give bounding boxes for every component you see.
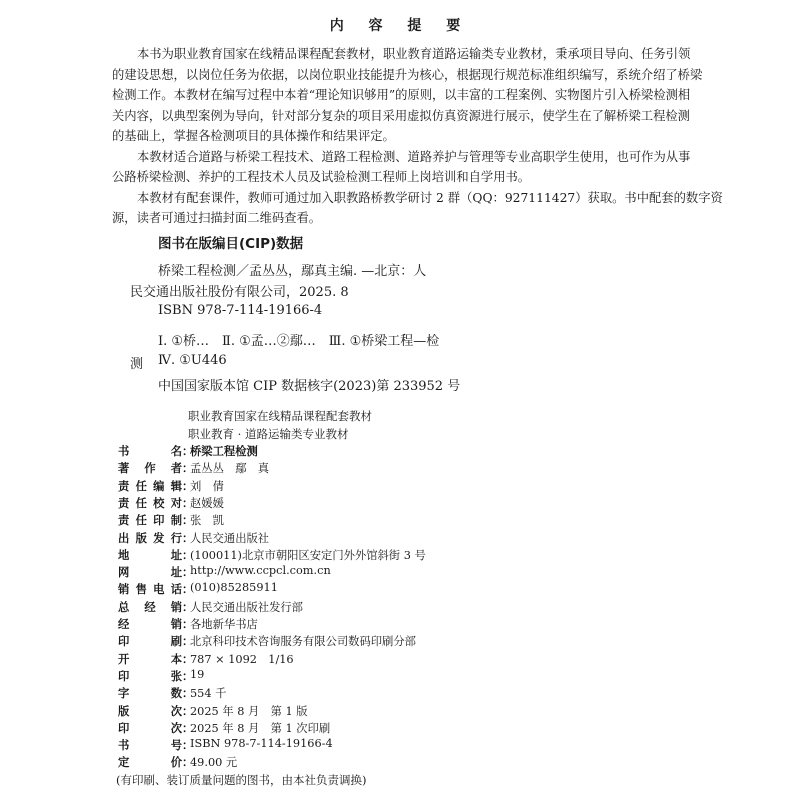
colon: ： <box>182 669 194 683</box>
cip-classification: Ⅰ. ①桥… Ⅱ. ①孟…②鄢… Ⅲ. ①桥梁工程—检 <box>158 334 440 349</box>
colophon-row <box>118 651 294 667</box>
colon: ： <box>182 687 194 701</box>
colophon-value: ISBN 978-7-114-19166-4 <box>190 737 333 751</box>
summary-line: 源，读者可通过扫描封面二维码查看。 <box>112 211 322 225</box>
summary-title: 内 容 提 要 <box>329 18 471 34</box>
colophon-value: 各地新华书店 <box>190 618 258 631</box>
colon: ： <box>182 721 194 735</box>
colophon-label: 印次 <box>118 721 182 735</box>
colophon-value: http://www.ccpcl.com.cn <box>190 564 331 578</box>
colophon-label: 印刷 <box>118 635 182 649</box>
summary-line: 本教材有配套课件，教师可通过加入职教路桥教学研讨 2 群（QQ：927111427）获取。书中配套的数字资 <box>137 191 723 205</box>
colophon-value: 人民交通出版社 <box>190 531 270 545</box>
summary-line: 公路桥梁检测、养护的工程技术人员及试验检测工程师上岗培训和自学用书。 <box>112 170 531 184</box>
colophon-label: 责任编辑 <box>118 479 182 493</box>
colon: ： <box>182 704 194 718</box>
cip-line: 民交通出版社股份有限公司，2025. 8 <box>130 285 349 300</box>
colon: ： <box>182 618 194 631</box>
colophon-row <box>118 495 224 511</box>
colophon-label: 网址 <box>118 566 182 580</box>
colophon-label: 著作者 <box>118 462 182 476</box>
summary-line: 的基础上，掌握各检测项目的具体操作和结果评定。 <box>112 129 395 143</box>
colophon-value: 张 凯 <box>190 514 224 528</box>
colophon-label: 定价 <box>118 756 182 770</box>
colophon-label: 责任印制 <box>118 514 182 528</box>
colophon-value: 刘 倩 <box>190 479 224 493</box>
colon: ： <box>182 739 194 753</box>
colophon-row <box>118 720 330 736</box>
colophon-row <box>118 478 224 494</box>
colon: ： <box>182 652 194 666</box>
colophon-row <box>118 633 416 649</box>
colophon-row <box>118 599 303 615</box>
colophon-value: 49.00 元 <box>190 756 238 770</box>
cip-line: Ⅳ. ①U446 <box>158 353 227 368</box>
colophon-row <box>118 547 426 563</box>
colophon-value: 赵媛媛 <box>190 496 224 510</box>
colophon-label: 印张 <box>118 669 182 683</box>
colophon-label: 书号 <box>118 739 182 753</box>
colophon-label: 出版发行 <box>118 531 182 545</box>
cip-heading: 图书在版编目(CIP)数据 <box>158 236 304 252</box>
colon: ： <box>182 514 194 528</box>
colon: ： <box>182 531 194 545</box>
colophon-label: 版次 <box>118 704 182 718</box>
colophon-row <box>118 703 308 719</box>
colophon-label: 地址 <box>118 548 182 562</box>
colophon-label: 经销 <box>118 618 182 631</box>
colophon-value: 2025 年 8 月 第 1 次印刷 <box>190 721 331 735</box>
colon: ： <box>182 496 194 510</box>
cip-line: 测 <box>130 357 144 372</box>
colophon-value: 19 <box>190 667 205 681</box>
colophon-label: 字数 <box>118 687 182 701</box>
colophon-row <box>118 564 331 580</box>
colophon-value: 桥梁工程检测 <box>190 445 258 458</box>
summary-line: 关内容，以典型案例为导向，针对部分复杂的项目采用虚拟仿真资源进行展示，使学生在了解桥梁工程检测 <box>112 109 690 123</box>
colon: ： <box>182 583 194 597</box>
colophon-value: 人民交通出版社发行部 <box>190 600 303 614</box>
cip-record-number: 中国国家版本馆 CIP 数据核字(2023)第 233952 号 <box>158 379 461 394</box>
summary-line: 检测工作。本教材在编写过程中本着“理论知识够用”的原则，以丰富的工程案例、实物图片引入桥梁检测相 <box>112 88 691 102</box>
cip-isbn: ISBN 978-7-114-19166-4 <box>158 303 323 318</box>
colophon-row <box>118 443 258 459</box>
colophon-value: 787 × 1092 1/16 <box>190 652 294 666</box>
colon: ： <box>182 462 194 476</box>
colon: ： <box>182 635 194 649</box>
colophon-row <box>118 737 333 753</box>
summary-line: 本书为职业教育国家在线精品课程配套教材，职业教育道路运输类专业教材，秉承项目导向、任务引领 <box>137 47 691 61</box>
summary-line: 的建设思想，以岗位任务为依据，以岗位职业技能提升为核心，根据现行规范标准组织编写，系统介绍了桥梁 <box>112 68 703 82</box>
series-name: 职业教育国家在线精品课程配套教材 <box>188 409 372 423</box>
colophon-row <box>118 460 269 476</box>
colophon-row <box>118 685 226 701</box>
colophon-label: 开本 <box>118 652 182 666</box>
colon: ： <box>182 566 194 580</box>
colophon-value: 北京科印技术咨询服务有限公司数码印刷分部 <box>190 635 416 649</box>
colophon-label: 书名 <box>118 445 182 458</box>
colophon-label: 责任校对 <box>118 496 182 510</box>
colophon-row <box>118 754 237 770</box>
colon: ： <box>182 600 194 614</box>
colon: ： <box>182 445 194 458</box>
colophon-row <box>118 616 258 632</box>
colophon-value: (010)85285911 <box>190 581 278 595</box>
colophon-value: 2025 年 8 月 第 1 版 <box>190 704 308 718</box>
series-name: 职业教育 · 道路运输类专业教材 <box>188 427 349 441</box>
colophon-label: 总经销 <box>118 600 182 614</box>
colon: ： <box>182 548 194 562</box>
colophon-value: 孟丛丛 鄢 真 <box>190 462 270 476</box>
colophon-value: 554 千 <box>190 687 227 701</box>
footnote: (有印刷、装订质量问题的图书，由本社负责调换) <box>116 773 367 787</box>
colon: ： <box>182 756 194 770</box>
colophon-row <box>118 530 269 546</box>
colophon-label: 销售电话 <box>118 583 182 597</box>
colophon-row <box>118 581 278 597</box>
colophon-value: (100011)北京市朝阳区安定门外外馆斜街 3 号 <box>190 548 426 562</box>
colophon-row <box>118 512 224 528</box>
summary-line: 本教材适合道路与桥梁工程技术、道路工程检测、道路养护与管理等专业高职学生使用，也可作为从事 <box>137 150 691 164</box>
colophon-row <box>118 668 204 684</box>
colon: ： <box>182 479 194 493</box>
cip-line: 桥梁工程检测／孟丛丛，鄢真主编. —北京：人 <box>158 264 427 279</box>
